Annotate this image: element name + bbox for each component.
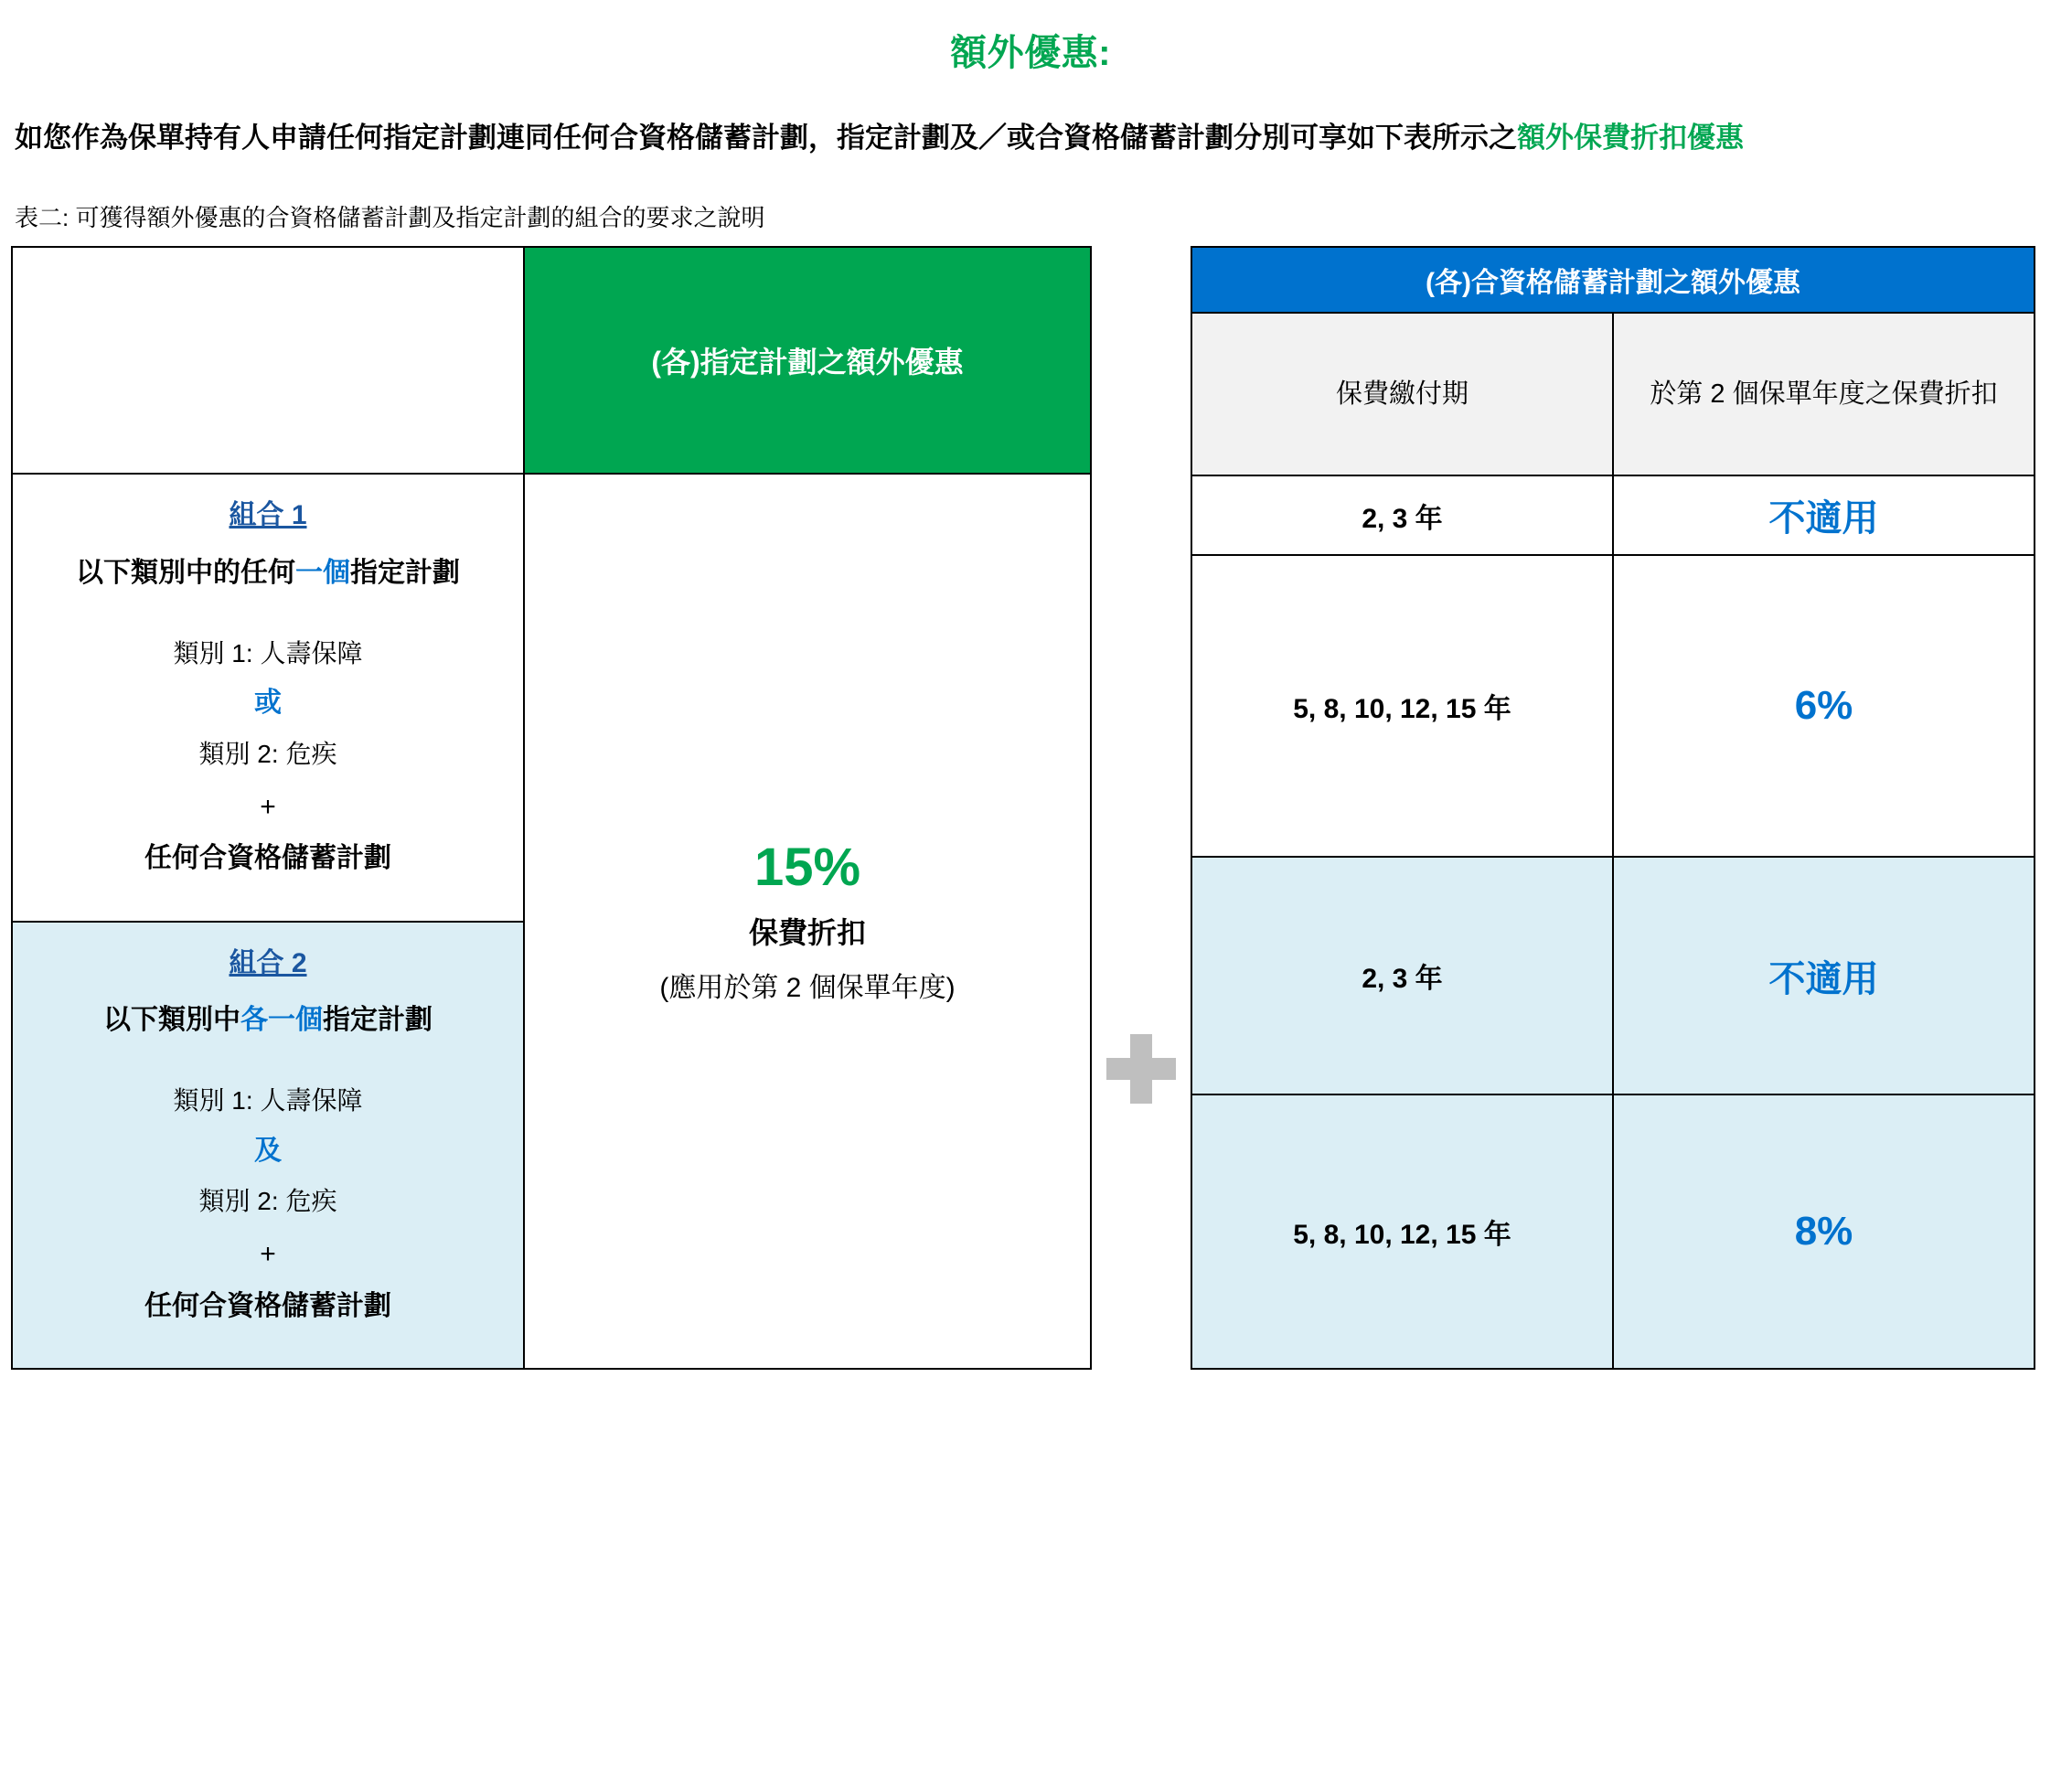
table-row: [12, 474, 1091, 922]
combination-2-tail: 任何合資格儲蓄計劃: [144, 1290, 391, 1321]
combination-1-lead-pre: 以下類別中的任何: [76, 557, 295, 588]
designated-plan-discount-cell: [524, 474, 1091, 1369]
savings-header-row: [1191, 247, 2035, 313]
intro-paragraph: [11, 116, 2050, 159]
combination-1-tail: 任何合資格儲蓄計劃: [144, 843, 391, 874]
combination-2-lead-pre: 以下類別中: [103, 1005, 240, 1036]
savings-plan-benefit-header: (各)合資格儲蓄計劃之額外優惠: [1191, 247, 2035, 313]
term-cell: 5, 8, 10, 12, 15 年: [1191, 1094, 1613, 1369]
table-row: [1191, 555, 2035, 857]
combination-1-category-2: 類別 2: 危疾: [198, 739, 337, 768]
intro-highlight: 額外保費折扣優惠: [1517, 122, 1744, 154]
combination-2-plus: +: [260, 1239, 276, 1270]
designated-plan-discount-percent: 15%: [753, 838, 861, 898]
term-cell: 2, 3 年: [1191, 475, 1613, 555]
combination-2-connector: 及: [254, 1135, 282, 1166]
table-row: [1191, 857, 2035, 1094]
combination-table: [11, 246, 1092, 1370]
discount-cell: 不適用: [1613, 857, 2035, 1094]
year2-discount-header: 於第 2 個保單年度之保費折扣: [1613, 313, 2035, 475]
plus-separator: [1092, 246, 1191, 1370]
table-caption: 表二: 可獲得額外優惠的合資格儲蓄計劃及指定計劃的組合的要求之說明: [15, 204, 765, 232]
combination-1-lead: [29, 552, 507, 593]
designated-plan-discount-note: (應用於第 2 個保單年度): [659, 972, 956, 1003]
table-header-row: [12, 247, 1091, 474]
combination-2-lead-post: 指定計劃: [323, 1005, 433, 1036]
combination-1-title: 組合 1: [229, 500, 307, 531]
combination-1-plus: +: [260, 791, 276, 822]
combination-1-lead-highlight: 一個: [295, 557, 350, 588]
page-title: 額外優惠:: [950, 33, 1111, 73]
term-cell: 5, 8, 10, 12, 15 年: [1191, 555, 1613, 857]
benefit-tables: [11, 246, 2032, 1370]
discount-cell: 6%: [1613, 555, 2035, 857]
combination-2-lead: [29, 999, 507, 1041]
discount-cell: 不適用: [1613, 475, 2035, 555]
savings-subheader-row: [1191, 313, 2035, 475]
combination-1-lead-post: 指定計劃: [350, 557, 460, 588]
table-row: [1191, 475, 2035, 555]
savings-plan-table: [1191, 246, 2035, 1370]
empty-header-cell: [12, 247, 524, 474]
term-cell: 2, 3 年: [1191, 857, 1613, 1094]
combination-2-title: 組合 2: [229, 947, 307, 978]
combination-2-category-2: 類別 2: 危疾: [198, 1187, 337, 1215]
combination-2-cell: [12, 922, 524, 1370]
combination-2-category-1: 類別 1: 人壽保障: [173, 1086, 363, 1116]
combination-2-lead-highlight: 各一個: [240, 1005, 323, 1036]
combination-1-connector: 或: [254, 688, 282, 718]
designated-plan-discount-label: 保費折扣: [748, 915, 866, 949]
intro-text: 如您作為保單持有人申請任何指定計劃連同任何合資格儲蓄計劃，指定計劃及／或合資格儲蓄計劃分別可享如下表所示之: [15, 122, 1517, 154]
combination-1-cell: [12, 474, 524, 922]
premium-payment-term-header: 保費繳付期: [1191, 313, 1613, 475]
designated-plan-benefit-header: (各)指定計劃之額外優惠: [524, 247, 1091, 474]
plus-icon: [1106, 1034, 1176, 1104]
table-row: [1191, 1094, 2035, 1369]
discount-cell: 8%: [1613, 1094, 2035, 1369]
combination-1-category-1: 類別 1: 人壽保障: [173, 638, 363, 667]
